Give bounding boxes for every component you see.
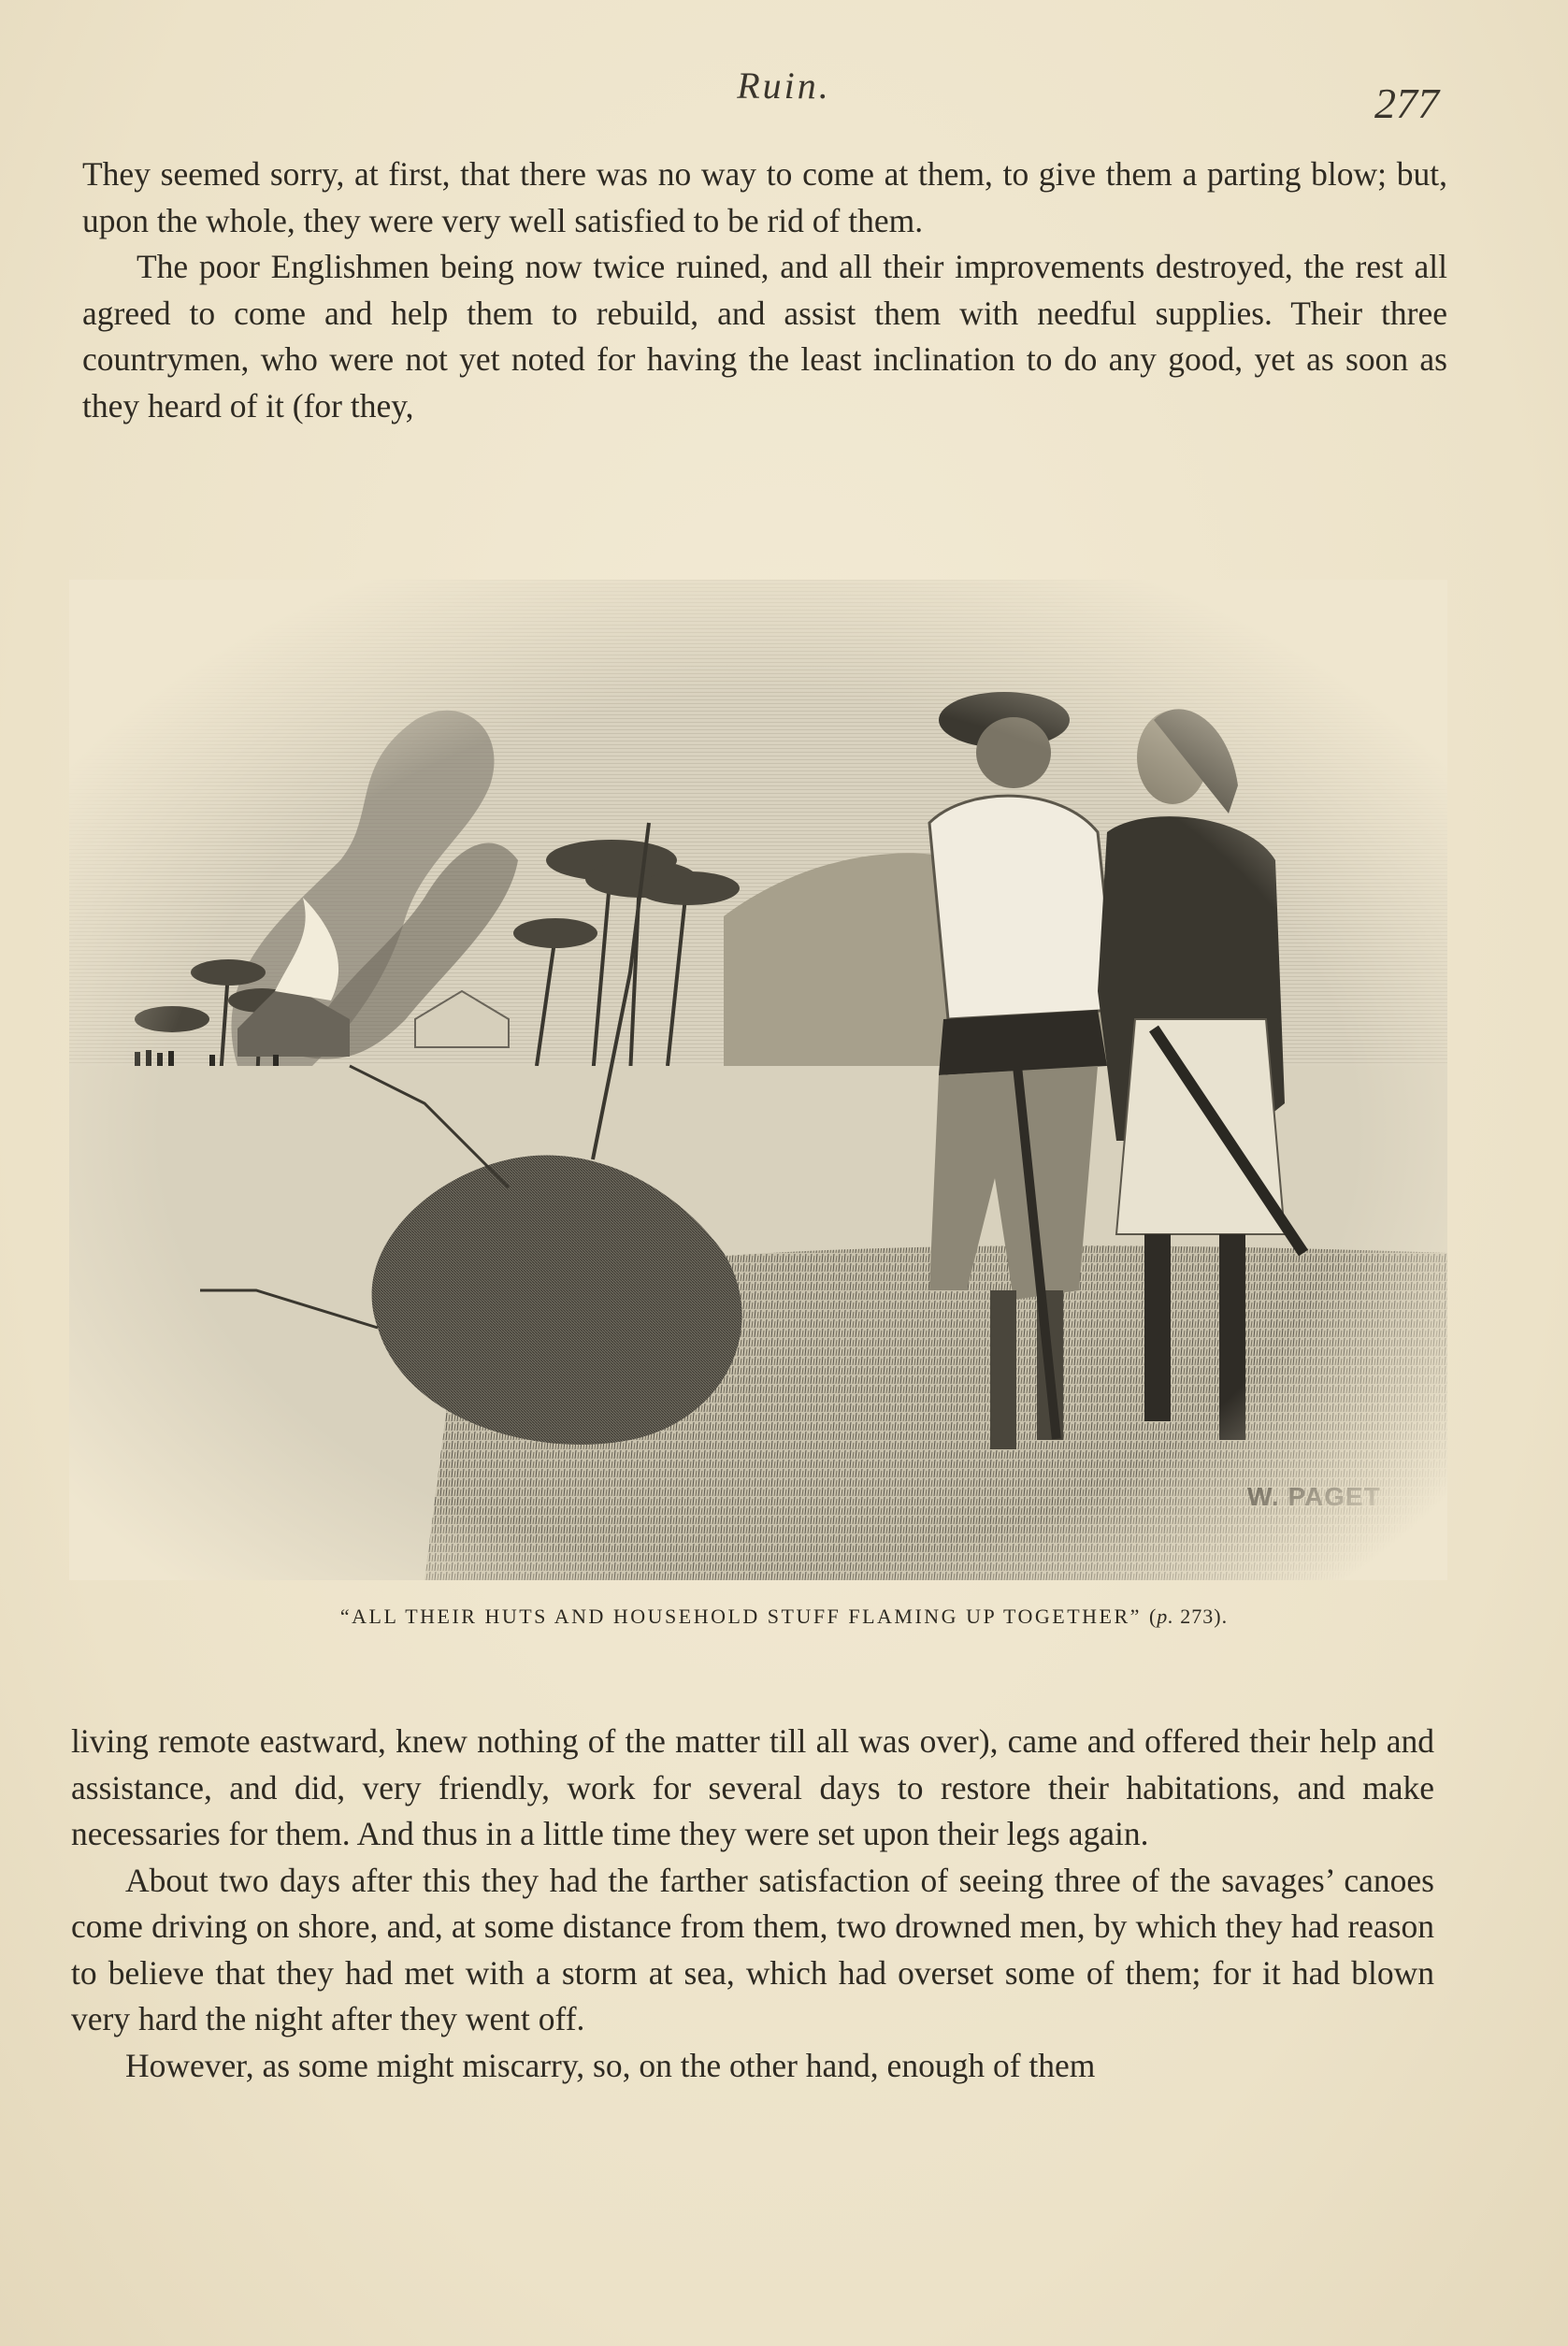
caption-quote: “ALL THEIR HUTS AND HOUSEHOLD STUFF FLAMING UP TOGETHER” (339, 1605, 1142, 1628)
paragraph: However, as some might miscarry, so, on the other hand, enough of them (125, 2046, 1096, 2084)
bottom-text-block (71, 1719, 1434, 2089)
paragraph: living remote eastward, knew nothing of the matter till all was over), came and offered their help and assistance, and did, very friendly, work for several days to restore their habitations, and make necessaries for them. And thus in a little time they were set upon their legs again. (71, 1722, 1434, 1852)
caption-page-ref: (p. 273). (1148, 1605, 1229, 1628)
paragraph: About two days after this they had the farther satisfaction of seeing three of the savages’ canoes come driving on shore, and, at some distance from them, two drowned men, by which they had reason to believe that they had met with a storm at sea, which had overset some of them; for it had blown very hard the night after they went off. (71, 1861, 1434, 2037)
paragraph: The poor Englishmen being now twice ruined, and all their improvements destroyed, the rest all agreed to come and help them to rebuild, and assist them with needful supplies. Their three countrymen, who were not yet noted for having the least inclination to do any good, yet as soon as they heard of it (for they, (82, 248, 1447, 425)
running-head: Ruin. (737, 65, 831, 107)
engraving-illustration (69, 580, 1447, 1580)
top-text-block (82, 151, 1447, 429)
paragraph: They seemed sorry, at first, that there was no way to come at them, to give them a parting blow; but, upon the whole, they were very well satisfied to be rid of them. (82, 155, 1447, 239)
illustration-caption (0, 1605, 1568, 1629)
page-number: 277 (1374, 79, 1439, 127)
